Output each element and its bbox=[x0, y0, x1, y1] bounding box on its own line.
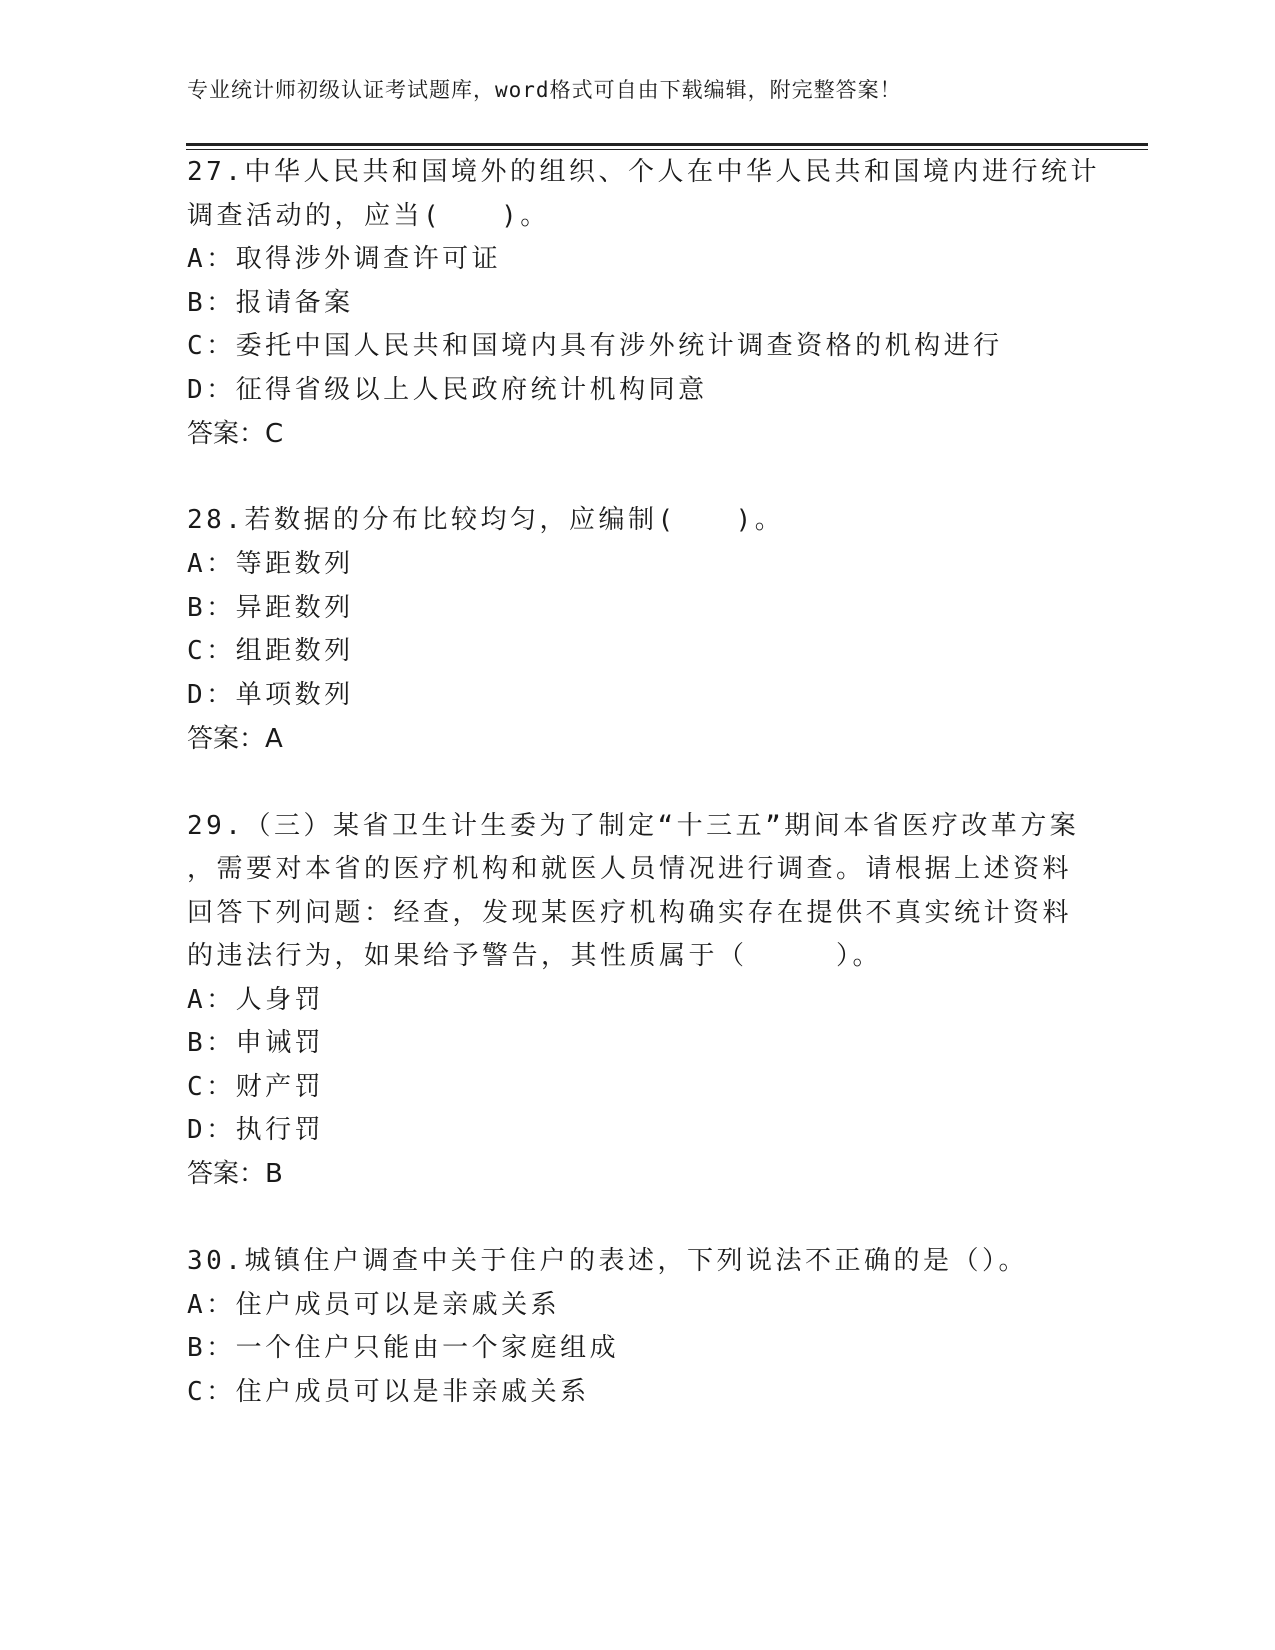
question-27-option-b: B：报请备案 bbox=[187, 288, 354, 318]
question-29-option-b: B：申诫罚 bbox=[187, 1028, 325, 1058]
question-27-line-1: 27.中华人民共和国境外的组织、个人在中华人民共和国境内进行统计 bbox=[187, 157, 1100, 187]
question-28-option-b: B：异距数列 bbox=[187, 593, 354, 623]
question-27-line-2: 调查活动的，应当( )。 bbox=[187, 201, 550, 231]
question-29-option-a: A：人身罚 bbox=[187, 985, 325, 1015]
question-30-option-c: C：住户成员可以是非亲戚关系 bbox=[187, 1377, 590, 1407]
question-28-line-1: 28.若数据的分布比较均匀，应编制( )。 bbox=[187, 505, 785, 535]
question-29-option-c: C：财产罚 bbox=[187, 1072, 325, 1102]
question-27-option-d: D：征得省级以上人民政府统计机构同意 bbox=[187, 375, 708, 405]
question-27-answer: 答案：C bbox=[187, 419, 284, 449]
question-29-option-d: D：执行罚 bbox=[187, 1115, 325, 1145]
question-29-line-1: 29.（三）某省卫生计生委为了制定“十三五”期间本省医疗改革方案 bbox=[187, 811, 1080, 841]
page-header: 专业统计师初级认证考试题库，word格式可自由下载编辑，附完整答案！ bbox=[187, 78, 902, 102]
question-30-line-1: 30.城镇住户调查中关于住户的表述，下列说法不正确的是（）。 bbox=[187, 1246, 1028, 1276]
question-27-option-c: C：委托中国人民共和国境内具有涉外统计调查资格的机构进行 bbox=[187, 331, 1003, 361]
question-28-option-a: A：等距数列 bbox=[187, 549, 354, 579]
question-30-option-a: A：住户成员可以是亲戚关系 bbox=[187, 1290, 561, 1320]
question-30-option-b: B：一个住户只能由一个家庭组成 bbox=[187, 1333, 620, 1363]
question-29-line-2: ，需要对本省的医疗机构和就医人员情况进行调查。请根据上述资料 bbox=[187, 854, 1073, 884]
question-27-option-a: A：取得涉外调查许可证 bbox=[187, 244, 502, 274]
header-divider bbox=[186, 143, 1148, 150]
question-28-option-c: C：组距数列 bbox=[187, 636, 354, 666]
question-28-answer: 答案：A bbox=[187, 724, 283, 754]
question-28-option-d: D：单项数列 bbox=[187, 680, 354, 710]
question-29-line-3: 回答下列问题：经查，发现某医疗机构确实存在提供不真实统计资料 bbox=[187, 898, 1073, 928]
question-29-answer: 答案：B bbox=[187, 1159, 283, 1189]
question-29-line-4: 的违法行为，如果给予警告，其性质属于（ ）。 bbox=[187, 941, 883, 971]
